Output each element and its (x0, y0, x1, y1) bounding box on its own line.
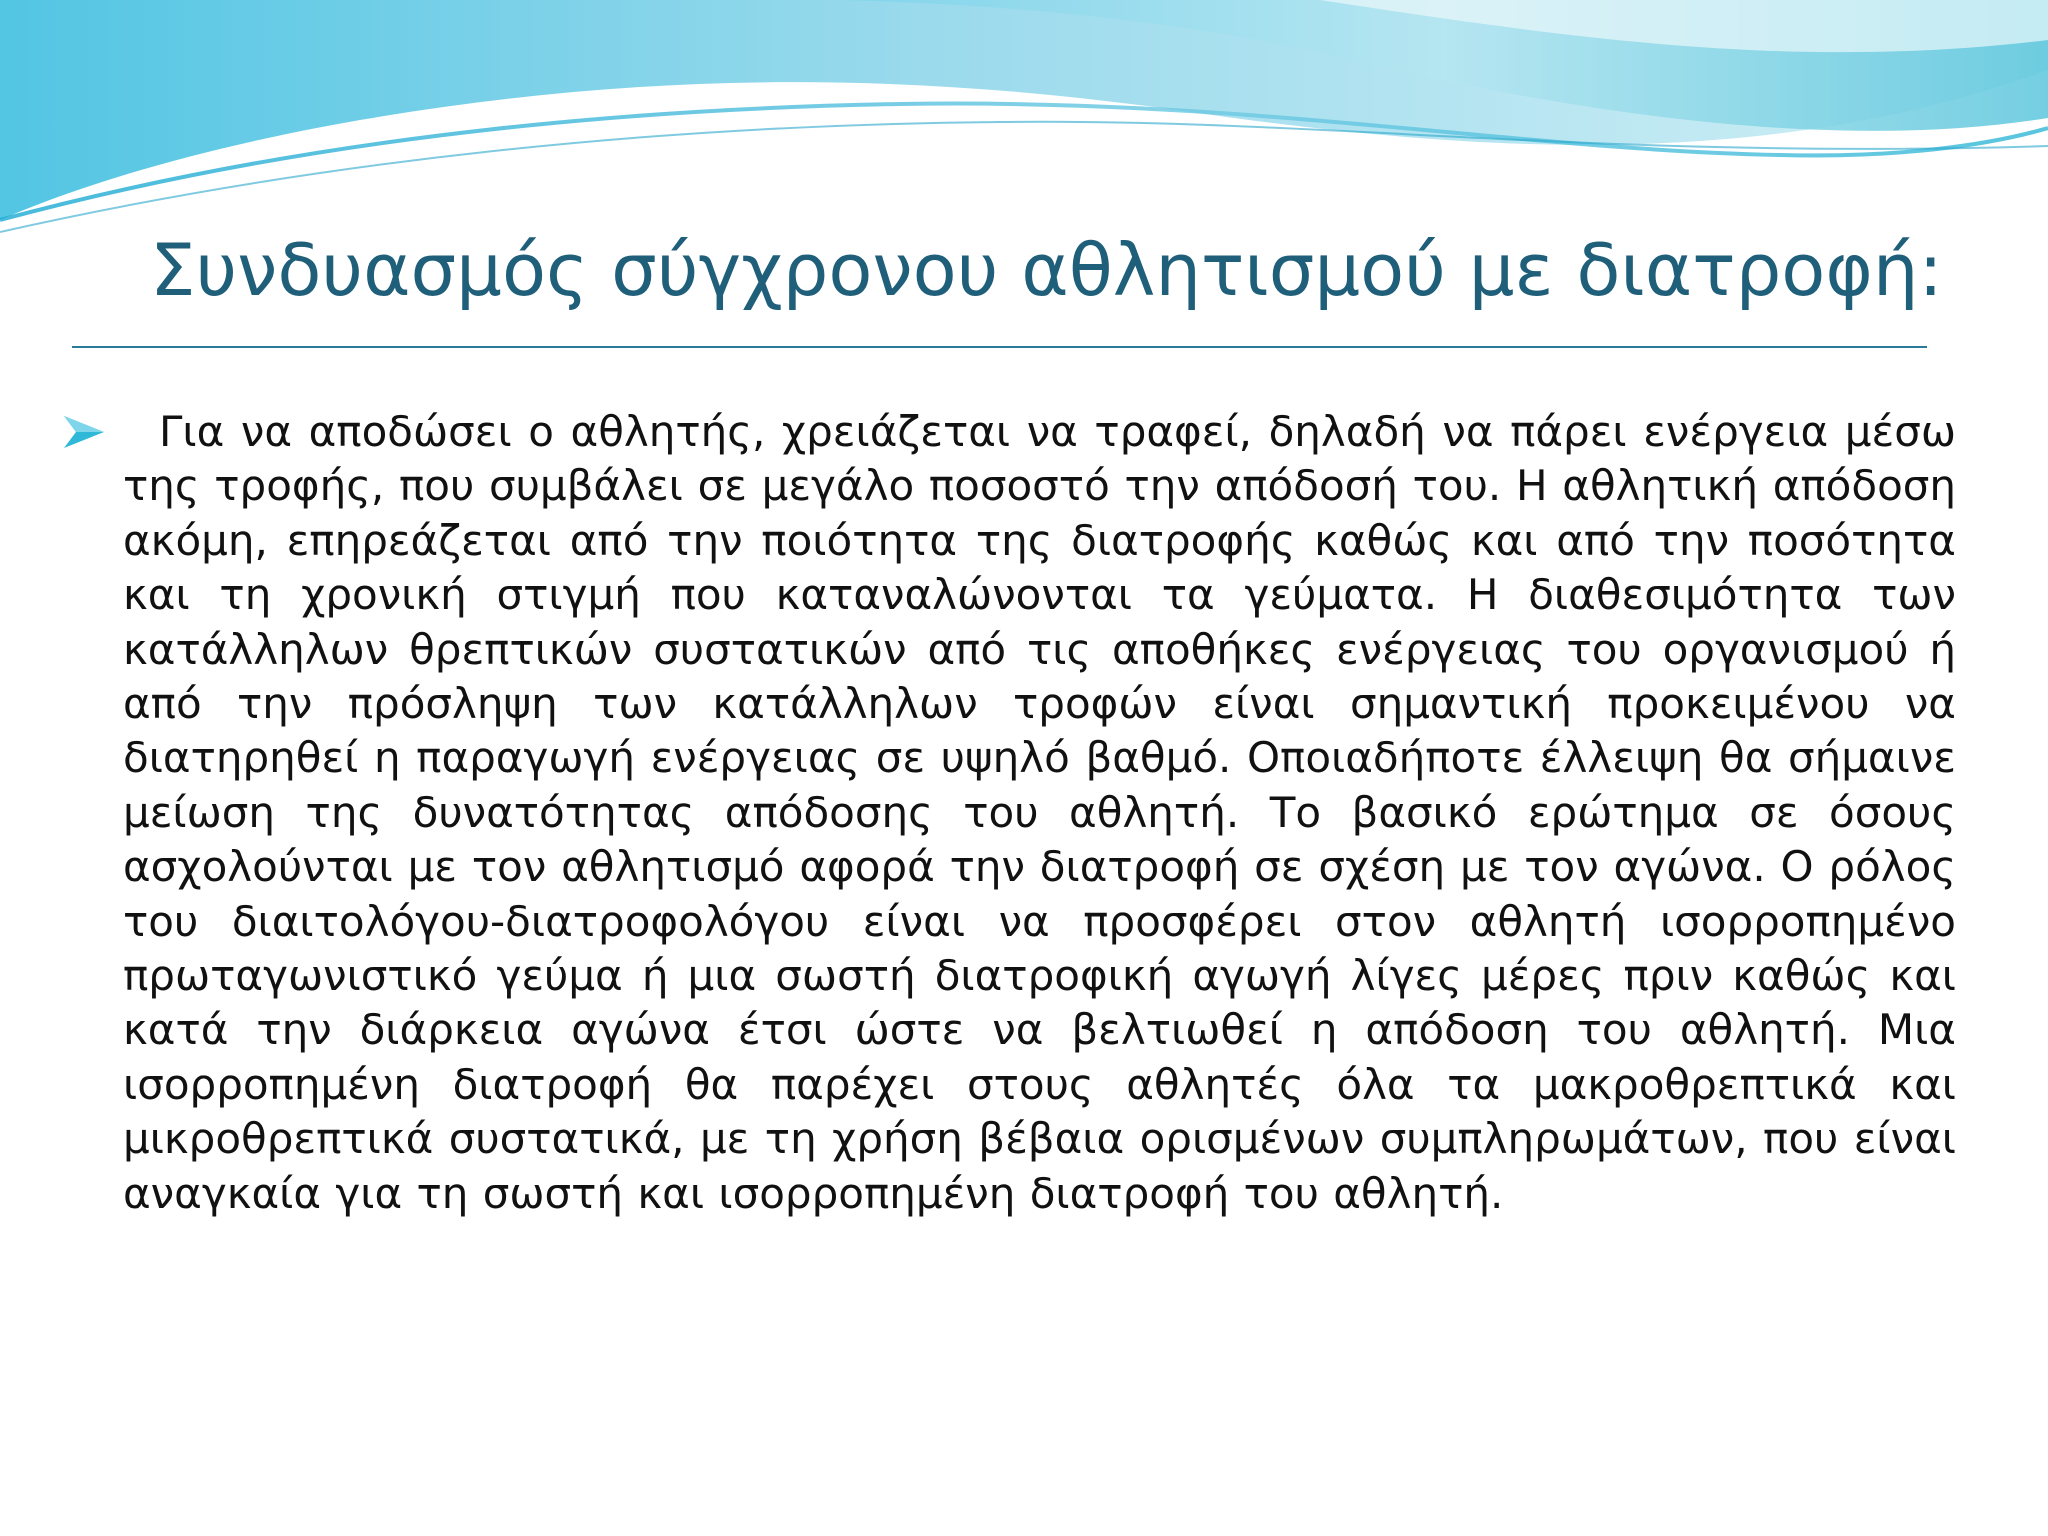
slide-body-text: Για να αποδώσει ο αθλητής, χρειάζεται να τραφεί, δηλαδή να πάρει ενέργεια μέσω της τροφής, που συμβάλει σε μεγάλο ποσοστό την απόδοσή του. Η αθλητική απόδοση ακόμη, επηρεάζεται από την ποιότητα της διατροφής καθώς και από την ποσότητα και τη χρονική στιγμή που καταναλώνονται τα γεύματα. Η διαθεσιμότητα των κατάλληλων θρεπτικών συστατικών από τις αποθήκες ενέργειας του οργανισμού ή από την πρόσληψη των κατάλληλων τροφών είναι σημαντική προκειμένου να διατηρηθεί η παραγωγή ενέργειας σε υψηλό βαθμό. Οποιαδήποτε έλλειψη θα σήμαινε μείωση της δυνατότητας απόδοσης του αθλητή. Το βασικό ερώτημα σε όσους ασχολούνται με τον αθλητισμό αφορά την διατροφή σε σχέση με τον αγώνα. Ο ρόλος του διαιτολόγου-διατροφολόγου είναι να προσφέρει στον αθλητή ισορροπημένο πρωταγωνιστικό γεύμα ή μια σωστή διατροφική αγωγή λίγες μέρες πριν καθώς και κατά την διάρκεια αγώνα έτσι ώστε να βελτιωθεί η απόδοση του αθλητή. Μια ισορροπημένη διατροφή θα παρέχει στους αθλητές όλα τα μακροθρεπτικά και μικροθρεπτικά συστατικά, με τη χρήση βέβαια ορισμένων συμπληρωμάτων, που είναι αναγκαία για τη σωστή και ισορροπημένη διατροφή του αθλητή. (123, 407, 1956, 1218)
title-divider (72, 346, 1927, 348)
arrowhead-bullet-icon (60, 410, 110, 460)
header-wave-decoration (0, 0, 2048, 240)
slide-title: Συνδυασμός σύγχρονου αθλητισμού με διατροφή: (150, 228, 1943, 312)
